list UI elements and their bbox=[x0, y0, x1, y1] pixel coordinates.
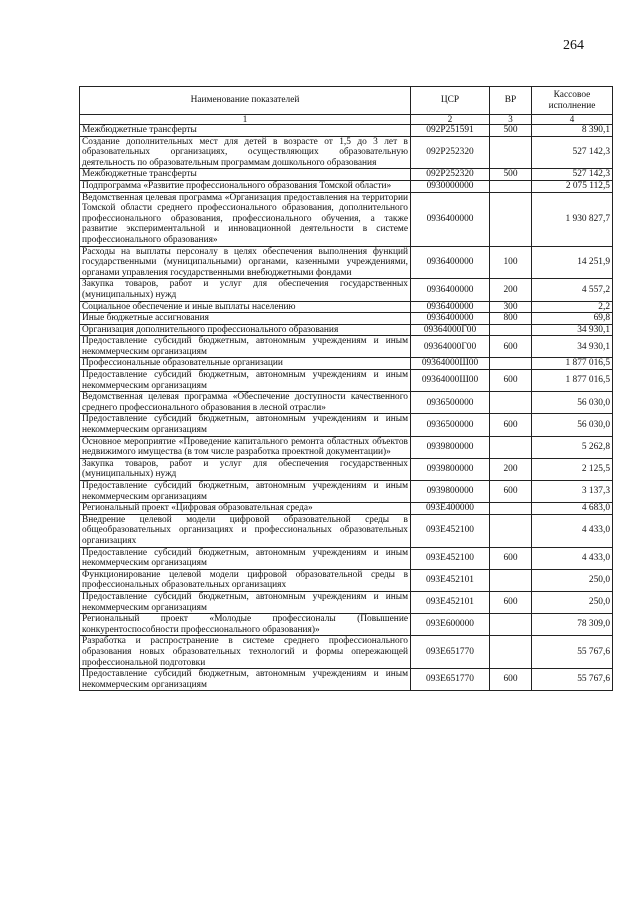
row-amount: 8 390,1 bbox=[532, 125, 613, 137]
row-name: Профессиональные образовательные организации bbox=[80, 358, 411, 370]
header-name: Наименование показателей bbox=[80, 87, 411, 115]
row-amount: 527 142,3 bbox=[532, 136, 613, 169]
row-csr: 09364000Ш00 bbox=[411, 358, 490, 370]
row-amount: 5 262,8 bbox=[532, 436, 613, 458]
table-row bbox=[80, 125, 613, 137]
budget-table bbox=[79, 86, 613, 691]
row-amount: 78 309,0 bbox=[532, 614, 613, 636]
row-name: Предоставление субсидий бюджетным, автономным учреждениям и иным некоммерческим организациям bbox=[80, 547, 411, 569]
table-row bbox=[80, 636, 613, 669]
row-vr bbox=[490, 192, 532, 246]
row-csr: 0936400000 bbox=[411, 301, 490, 313]
table-row bbox=[80, 169, 613, 181]
row-vr: 200 bbox=[490, 458, 532, 480]
table-row bbox=[80, 569, 613, 591]
row-vr: 600 bbox=[490, 591, 532, 613]
row-name: Ведомственная целевая программа «Организация предоставления на территории Томской области среднего профессионального образования, дополнительного профессионального образования, профессионального обучения, а также развитие экспериментальной и инновационной деятельности в системе профессионального образования» bbox=[80, 192, 411, 246]
row-amount: 4 683,0 bbox=[532, 503, 613, 515]
table-row bbox=[80, 246, 613, 279]
row-vr: 100 bbox=[490, 246, 532, 279]
row-vr: 800 bbox=[490, 313, 532, 325]
row-amount: 34 930,1 bbox=[532, 336, 613, 358]
row-csr: 09364000Г00 bbox=[411, 324, 490, 336]
row-csr: 093E452101 bbox=[411, 591, 490, 613]
header-vr: ВР bbox=[490, 87, 532, 115]
row-amount: 55 767,6 bbox=[532, 669, 613, 691]
table-row bbox=[80, 301, 613, 313]
table-row bbox=[80, 324, 613, 336]
row-name: Создание дополнительных мест для детей в возрасте от 1,5 до 3 лет в образовательных организациях, осуществляющих образовательную деятельность по образовательным программам дошкольного образования bbox=[80, 136, 411, 169]
row-amount: 1 930 827,7 bbox=[532, 192, 613, 246]
row-csr: 0936500000 bbox=[411, 414, 490, 436]
table-row bbox=[80, 414, 613, 436]
row-name: Предоставление субсидий бюджетным, автономным учреждениям и иным некоммерческим организациям bbox=[80, 336, 411, 358]
row-name: Разработка и распространение в системе среднего профессионального образования новых образовательных технологий и формы опережающей профессиональной подготовки bbox=[80, 636, 411, 669]
row-amount: 55 767,6 bbox=[532, 636, 613, 669]
row-name: Функционирование целевой модели цифровой образовательной среды в профессиональных образовательных организациях bbox=[80, 569, 411, 591]
table-row bbox=[80, 436, 613, 458]
row-csr: 0939800000 bbox=[411, 436, 490, 458]
row-csr: 0930000000 bbox=[411, 180, 490, 192]
row-amount: 1 877 016,5 bbox=[532, 358, 613, 370]
row-name: Межбюджетные трансферты bbox=[80, 125, 411, 137]
table-row bbox=[80, 458, 613, 480]
row-amount: 2,2 bbox=[532, 301, 613, 313]
column-number: 2 bbox=[411, 115, 490, 125]
row-amount: 4 433,0 bbox=[532, 514, 613, 547]
row-csr: 093E600000 bbox=[411, 614, 490, 636]
row-csr: 0936400000 bbox=[411, 246, 490, 279]
row-csr: 093E452101 bbox=[411, 569, 490, 591]
table-row bbox=[80, 503, 613, 515]
row-amount: 527 142,3 bbox=[532, 169, 613, 181]
row-csr: 0936400000 bbox=[411, 279, 490, 301]
row-vr bbox=[490, 514, 532, 547]
table-row bbox=[80, 358, 613, 370]
row-name: Организация дополнительного профессионального образования bbox=[80, 324, 411, 336]
row-amount: 14 251,9 bbox=[532, 246, 613, 279]
row-name: Внедрение целевой модели цифровой образовательной среды в общеобразовательных организациях и профессиональных образовательных организациях bbox=[80, 514, 411, 547]
row-csr: 093E452100 bbox=[411, 547, 490, 569]
row-name: Региональный проект «Цифровая образовательная среда» bbox=[80, 503, 411, 515]
page-number: 264 bbox=[563, 38, 584, 53]
row-csr: 092P252320 bbox=[411, 136, 490, 169]
row-amount: 69,8 bbox=[532, 313, 613, 325]
row-vr bbox=[490, 436, 532, 458]
table-row bbox=[80, 392, 613, 414]
row-amount: 4 557,2 bbox=[532, 279, 613, 301]
row-csr: 0939800000 bbox=[411, 481, 490, 503]
row-vr bbox=[490, 324, 532, 336]
row-name: Предоставление субсидий бюджетным, автономным учреждениям и иным некоммерческим организациям bbox=[80, 414, 411, 436]
table-row bbox=[80, 336, 613, 358]
row-amount: 56 030,0 bbox=[532, 414, 613, 436]
column-number: 3 bbox=[490, 115, 532, 125]
table-row bbox=[80, 192, 613, 246]
row-vr bbox=[490, 136, 532, 169]
row-vr: 600 bbox=[490, 669, 532, 691]
row-vr: 500 bbox=[490, 125, 532, 137]
row-vr: 600 bbox=[490, 336, 532, 358]
row-amount: 34 930,1 bbox=[532, 324, 613, 336]
table-row bbox=[80, 547, 613, 569]
row-name: Расходы на выплаты персоналу в целях обеспечения выполнения функций государственными (муниципальными) органами, казенными учреждениями, органами управления государственными внебюджетными фондами bbox=[80, 246, 411, 279]
row-name: Закупка товаров, работ и услуг для обеспечения государственных (муниципальных) нужд bbox=[80, 458, 411, 480]
row-vr bbox=[490, 614, 532, 636]
row-vr: 600 bbox=[490, 414, 532, 436]
table-header-row bbox=[80, 87, 613, 115]
row-vr: 600 bbox=[490, 481, 532, 503]
row-name: Основное мероприятие «Проведение капитального ремонта областных объектов недвижимого имущества (в том числе разработка проектной документации)» bbox=[80, 436, 411, 458]
table-row bbox=[80, 614, 613, 636]
column-number-row bbox=[80, 115, 613, 125]
row-csr: 09364000Ш00 bbox=[411, 370, 490, 392]
table-row bbox=[80, 591, 613, 613]
row-csr: 0939800000 bbox=[411, 458, 490, 480]
row-name: Межбюджетные трансферты bbox=[80, 169, 411, 181]
row-vr: 500 bbox=[490, 169, 532, 181]
header-amount: Кассовое исполнение bbox=[532, 87, 613, 115]
row-name: Иные бюджетные ассигнования bbox=[80, 313, 411, 325]
row-vr bbox=[490, 569, 532, 591]
row-vr bbox=[490, 503, 532, 515]
row-amount: 4 433,0 bbox=[532, 547, 613, 569]
row-amount: 2 075 112,5 bbox=[532, 180, 613, 192]
row-csr: 092P252320 bbox=[411, 169, 490, 181]
row-amount: 1 877 016,5 bbox=[532, 370, 613, 392]
row-csr: 09364000Г00 bbox=[411, 336, 490, 358]
row-csr: 092P251591 bbox=[411, 125, 490, 137]
header-csr: ЦСР bbox=[411, 87, 490, 115]
row-csr: 0936400000 bbox=[411, 192, 490, 246]
table-row bbox=[80, 370, 613, 392]
row-vr: 200 bbox=[490, 279, 532, 301]
row-name: Региональный проект «Молодые профессионалы (Повышение конкурентоспособности профессионального образования)» bbox=[80, 614, 411, 636]
row-vr bbox=[490, 358, 532, 370]
row-amount: 2 125,5 bbox=[532, 458, 613, 480]
row-vr: 600 bbox=[490, 370, 532, 392]
row-name: Предоставление субсидий бюджетным, автономным учреждениям и иным некоммерческим организациям bbox=[80, 370, 411, 392]
table-row bbox=[80, 136, 613, 169]
row-vr bbox=[490, 636, 532, 669]
row-name: Подпрограмма «Развитие профессионального образования Томской области» bbox=[80, 180, 411, 192]
table-row bbox=[80, 313, 613, 325]
row-vr: 300 bbox=[490, 301, 532, 313]
row-amount: 56 030,0 bbox=[532, 392, 613, 414]
row-name: Предоставление субсидий бюджетным, автономным учреждениям и иным некоммерческим организациям bbox=[80, 669, 411, 691]
table-body bbox=[80, 125, 613, 691]
table-row bbox=[80, 180, 613, 192]
row-csr: 093E400000 bbox=[411, 503, 490, 515]
row-name: Ведомственная целевая программа «Обеспечение доступности качественного среднего профессионального образования в лесной отрасли» bbox=[80, 392, 411, 414]
row-amount: 250,0 bbox=[532, 569, 613, 591]
row-csr: 093E452100 bbox=[411, 514, 490, 547]
row-vr bbox=[490, 392, 532, 414]
table-row bbox=[80, 514, 613, 547]
column-number: 1 bbox=[80, 115, 411, 125]
row-vr: 600 bbox=[490, 547, 532, 569]
row-name: Закупка товаров, работ и услуг для обеспечения государственных (муниципальных) нужд bbox=[80, 279, 411, 301]
row-csr: 093E651770 bbox=[411, 669, 490, 691]
row-name: Предоставление субсидий бюджетным, автономным учреждениям и иным некоммерческим организациям bbox=[80, 481, 411, 503]
row-name: Социальное обеспечение и иные выплаты населению bbox=[80, 301, 411, 313]
table-row bbox=[80, 481, 613, 503]
row-amount: 3 137,3 bbox=[532, 481, 613, 503]
row-amount: 250,0 bbox=[532, 591, 613, 613]
table-row bbox=[80, 669, 613, 691]
column-number: 4 bbox=[532, 115, 613, 125]
row-vr bbox=[490, 180, 532, 192]
row-name: Предоставление субсидий бюджетным, автономным учреждениям и иным некоммерческим организациям bbox=[80, 591, 411, 613]
row-csr: 0936400000 bbox=[411, 313, 490, 325]
row-csr: 0936500000 bbox=[411, 392, 490, 414]
table-row bbox=[80, 279, 613, 301]
row-csr: 093E651770 bbox=[411, 636, 490, 669]
